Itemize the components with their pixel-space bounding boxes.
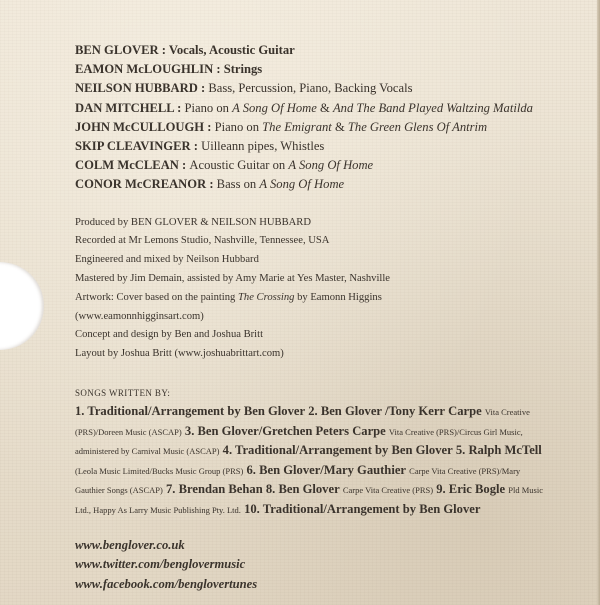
credit-line: BEN GLOVER : Vocals, Acoustic Guitar (75, 43, 295, 57)
credit-line: DAN MITCHELL : Piano on A Song Of Home & And The Band Played Waltzing Matilda (75, 100, 533, 115)
recorded-at: Recorded at Mr Lemons Studio, Nashville, Tennessee, USA (75, 235, 330, 247)
thumb-cutout (0, 262, 44, 350)
songwriting-credits (75, 386, 575, 520)
songs-heading: SONGS WRITTEN BY: (75, 388, 171, 398)
production-credits (75, 214, 575, 364)
credit-line: NEILSON HUBBARD : Bass, Percussion, Piano, Backing Vocals (75, 81, 413, 96)
musician-credits (75, 41, 575, 195)
credit-line: EAMON McLOUGHLIN : Strings (75, 62, 263, 77)
credit-line: JOHN McCULLOUGH : Piano on The Emigrant & The Green Glens Of Antrim (75, 119, 488, 134)
facebook-link[interactable]: www.facebook.com/benglovertunes (75, 576, 258, 591)
concept-credit: Concept and design by Ben and Joshua Britt (75, 329, 264, 341)
artist-website: (www.eamonnhigginsart.com) (75, 310, 204, 322)
songs-list: 1. Traditional/Arrangement by Ben Glover 2. Ben Glover /Tony Kerr Carpe Vita Creative (PRS)/Doreen Music (ASCAP) 3. Ben Glover/Gretchen Peters Carpe Vita Creative (PRS)/Circus Girl Music, administered by Carnival Music (ASCAP) 4. Traditional/Arrangement by Ben Glover 5. Ralph McTell (Leola Music Limited/Bucks Music Group (PRS) 6. Ben Glover/Mary Gauthier Carpe Vita Creative (PRS)/Mary Gauthier Songs (ASCAP) 7. Brendan Behan 8. Ben Glover Carpe Vita Creative (PRS) 9. Eric Bogle Pld Music Ltd., Happy As Larry Music Publishing Pty. Ltd. 10. Traditional/Arrangement by Ben Glover (75, 404, 543, 516)
credit-line: CONOR McCREANOR : Bass on A Song Of Home (75, 177, 345, 192)
website-link[interactable]: www.benglover.co.uk (75, 537, 185, 552)
engineered-by: Engineered and mixed by Neilson Hubbard (75, 254, 259, 266)
layout-credit: Layout by Joshua Britt (www.joshuabrittart.com) (75, 348, 284, 360)
mastered-by: Mastered by Jim Demain, assisted by Amy Marie at Yes Master, Nashville (75, 273, 390, 285)
produced-by: Produced by BEN GLOVER & NEILSON HUBBARD (75, 216, 311, 228)
web-links (75, 536, 575, 595)
twitter-link[interactable]: www.twitter.com/benglovermusic (75, 557, 246, 572)
liner-notes (75, 41, 575, 594)
credit-line: SKIP CLEAVINGER : Uilleann pipes, Whistles (75, 139, 325, 154)
artwork-credit: Artwork: Cover based on the painting The Crossing by Eamonn Higgins (75, 291, 382, 303)
credit-line: COLM McCLEAN : Acoustic Guitar on A Song Of Home (75, 158, 374, 173)
